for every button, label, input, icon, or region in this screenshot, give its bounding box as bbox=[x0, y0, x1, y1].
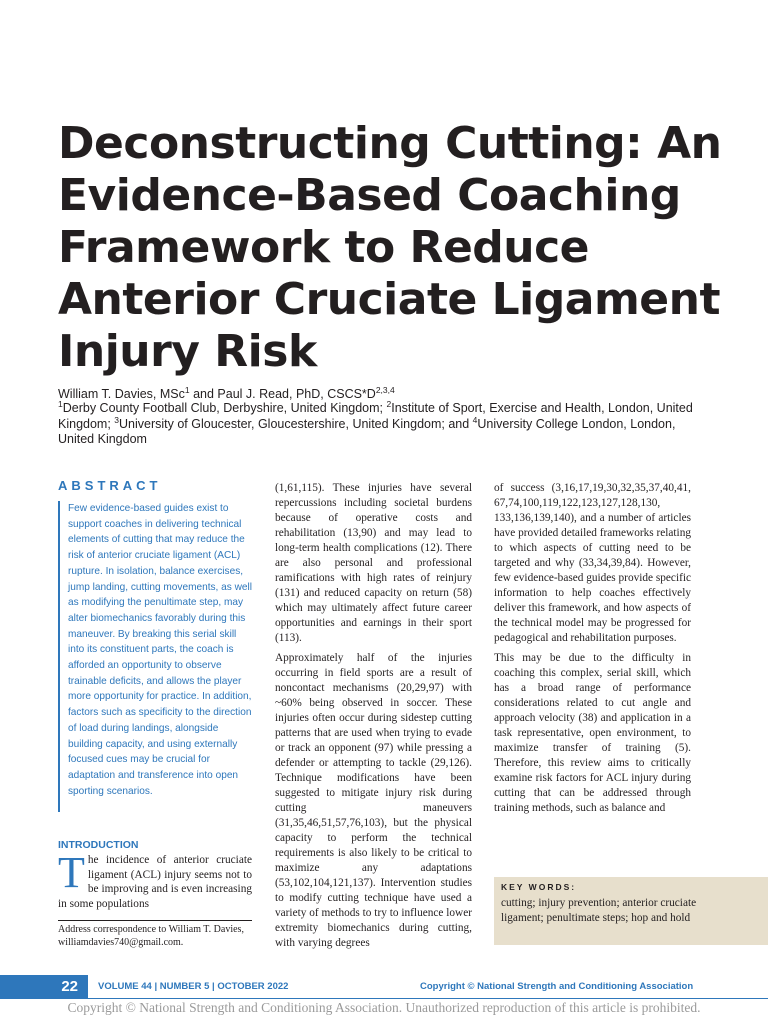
keywords-heading: KEY WORDS: bbox=[501, 882, 577, 892]
page-footer bbox=[0, 973, 768, 999]
keywords-text: cutting; injury prevention; anterior cruciate ligament; penultimate steps; hop and hold bbox=[501, 897, 697, 924]
paragraph: of success (3,16,17,19,30,32,35,37,40,41, 67,74,100,119,122,123,127,128,130, 133,136,139,140), and a number of articles have provided detailed frameworks relating to which aspects of cutting need to be targeted and why (33,34,39,84). However, few evidence-based guides provide specific information to help coaches effectively deliver this framework, and how aspects of the technical model may be progressed for pedagogical and rehabilitation purposes. bbox=[494, 482, 691, 644]
affiliation-3: University of Gloucester, Gloucestershire, United Kingdom; and bbox=[119, 416, 473, 431]
author-davies: William T. Davies, MSc bbox=[58, 387, 185, 401]
affiliation-sup-4: 4 bbox=[472, 414, 478, 425]
paragraph: (1,61,115). These injuries have several repercussions including societal burdens because of operative costs and rehabilitation (13,90) and may lead to long-term health complications (12). There are also personal and professional ramifications with high rates of reinjury (131) and reduced capacity on return (58) which may ultimately affect future career opportunities and earnings in their sport (113). bbox=[275, 482, 472, 644]
correspondence-divider bbox=[58, 920, 252, 921]
affiliation-4: University College London, London, United Kingdom bbox=[58, 416, 676, 446]
drop-cap: T bbox=[58, 848, 85, 897]
body-column-3 bbox=[494, 481, 691, 821]
keywords-box bbox=[494, 877, 768, 945]
author-conjunction: and bbox=[189, 387, 218, 401]
footer-divider bbox=[88, 998, 768, 999]
affiliations bbox=[58, 398, 708, 448]
introduction-heading: INTRODUCTION bbox=[58, 839, 139, 851]
volume-info: VOLUME 44 | NUMBER 5 | OCTOBER 2022 bbox=[98, 981, 289, 992]
abstract-text: Few evidence-based guides exist to support coaches in delivering technical elements of cutting that may reduce the risk of anterior cruciate ligament (ACL) rupture. In isolation, balance exercises, jump landing, cutting movements, as well as modifying the penultimate step, may alter biomechanics favorably during this maneuver. By breaking this serial skill into its constituent parts, the coach is afforded an opportunity to observe trainable deficits, and allows the player more opportunity for practice. In addition, factors such as specificity to the direction of load during landings, alongside building capacity, and using externally focused cues may be crucial for adaptation and transference into open sporting scenarios. bbox=[68, 503, 253, 797]
affiliation-1: Derby County Football Club, Derbyshire, United Kingdom; bbox=[62, 401, 387, 415]
copyright-watermark: Copyright © National Strength and Conditioning Association. Unauthorized reproduction of this article is prohibited. bbox=[67, 1000, 701, 1015]
footer-copyright: Copyright © National Strength and Conditioning Association bbox=[420, 981, 694, 992]
page-number: 22 bbox=[0, 975, 88, 999]
abstract-heading: ABSTRACT bbox=[58, 478, 162, 493]
affiliation-sup-2: 2 bbox=[386, 398, 392, 409]
body-column-2 bbox=[275, 481, 472, 956]
affiliation-sup-1: 1 bbox=[58, 398, 63, 409]
affiliation-2: Institute of Sport, Exercise and Health, London, United Kingdom; bbox=[58, 401, 693, 431]
introduction-text: he incidence of anterior cruciate ligament (ACL) injury seems not to be improving and is even increasing in some populations bbox=[58, 854, 252, 910]
author-line bbox=[58, 384, 708, 402]
author-read-affil: 2,3,4 bbox=[375, 384, 395, 395]
author-davies-affil: 1 bbox=[184, 384, 190, 395]
article-title: Deconstructing Cutting: An Evidence-Based Coaching Framework to Reduce Anterior Cruciate Ligament Injury Risk bbox=[58, 118, 722, 377]
paragraph: This may be due to the difficulty in coaching this complex, serial skill, which has a broad range of performance considerations related to cut angle and approach velocity (38) and application in a task representative, open environment, to maximize transfer of training (5). Therefore, this review aims to critically examine risk factors for ACL injury during cutting that can be addressed through training methods, such as balance and bbox=[494, 652, 691, 814]
affiliation-sup-3: 3 bbox=[114, 414, 120, 425]
author-read: Paul J. Read, PhD, CSCS*D bbox=[217, 387, 376, 401]
correspondence-note: Address correspondence to William T. Davies, williamdavies740@gmail.com. bbox=[58, 924, 244, 948]
introduction-paragraph bbox=[58, 848, 252, 911]
paragraph: Approximately half of the injuries occurring in field sports are a result of noncontact mechanisms (20,29,97) with ~60% being observed in soccer. These injuries often occur during sidestep cutting patterns that are used when trying to evade or track an opponent (97) while pressing a defender or attempting to tackle (29,126). Technique modifications have been suggested to mitigate injury risk during cutting maneuvers (31,35,46,51,57,76,103), but the physical capacity to perform the technical requirements is also likely to be critical to maximize any adaptations (53,102,104,121,137). Intervention studies to modify cutting technique have used a variety of methods to try to influence lower extremity biomechanics during cutting, with varying degrees bbox=[275, 652, 472, 949]
abstract-box bbox=[58, 501, 254, 812]
